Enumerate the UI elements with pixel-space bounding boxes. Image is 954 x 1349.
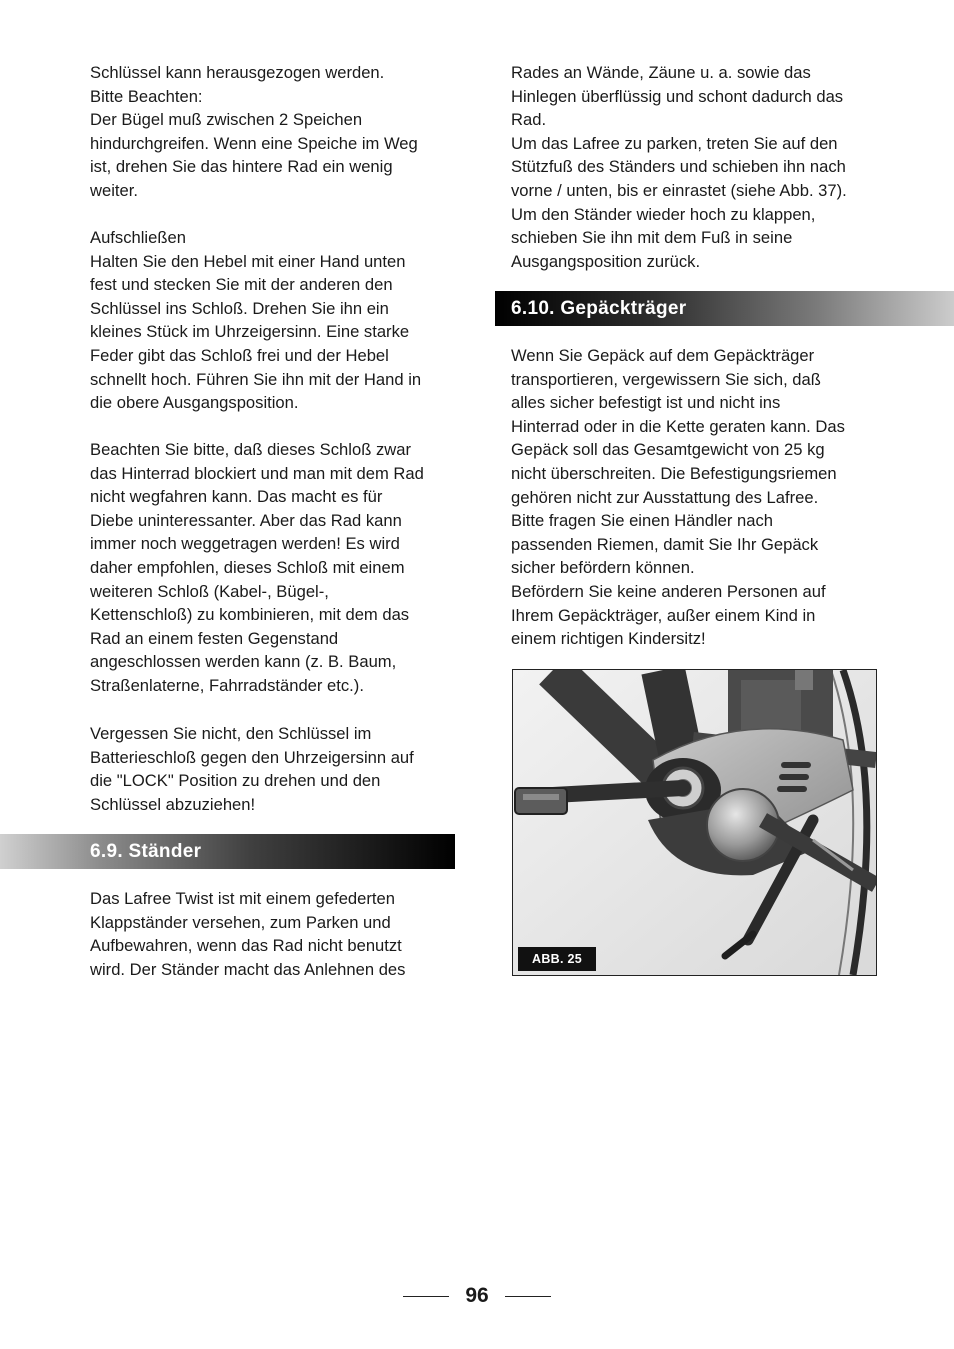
page-number-rule-left — [403, 1296, 449, 1297]
section-heading-staender — [0, 834, 455, 869]
paragraph: Vergessen Sie nicht, den Schlüssel im Batterieschloß gegen den Uhrzeigersinn auf die "LOCK" Position zu drehen und den Schlüssel abzuziehen! — [90, 724, 414, 814]
figure-label: ABB. 25 — [518, 947, 596, 971]
section-heading-text: 6.10. Gepäckträger — [511, 297, 687, 319]
bike-illustration — [513, 670, 876, 975]
page-number: 96 — [465, 1284, 489, 1307]
paragraph: Schlüssel kann herausgezogen werden. Bitte Beachten: Der Bügel muß zwischen 2 Speichen hindurchgreifen. Wenn eine Speiche im Weg ist, drehen Sie das hintere Rad ein wenig weiter. — [90, 63, 418, 200]
figure-kickstand-photo — [512, 669, 877, 976]
page-number-rule-right — [505, 1296, 551, 1297]
page-number-area — [0, 1284, 954, 1308]
paragraph: Wenn Sie Gepäck auf dem Gepäckträger transportieren, vergewissern Sie sich, daß alles sicher befestigt ist und nicht ins Hinterrad oder in die Kette geraten kann. Das Gepäck soll das Gesamtgewicht von 25 kg nicht überschreiten. Die Befestigungsriemen gehören nicht zur Ausstattung des Lafree. Bitte fragen Sie einen Händler nach passenden Riemen, damit Sie Ihr Gepäck sicher befördern können. Befördern Sie keine anderen Personen auf Ihrem Gepäckträger, außer einem Kind in einem richtigen Kindersitz! — [511, 346, 845, 649]
paragraph: Das Lafree Twist ist mit einem gefederten Klappständer versehen, zum Parken und Aufbewahren, wenn das Rad nicht benutzt wird. Der Ständer macht das Anlehnen des — [90, 889, 406, 979]
paragraph: Beachten Sie bitte, daß dieses Schloß zwar das Hinterrad blockiert und man mit dem Rad nicht wegfahren kann. Das macht es für Diebe uninteressanter. Aber das Rad kann immer noch weggetragen werden! Es wird daher empfohlen, dieses Schloß mit einem weiteren Schloß (Kabel-, Bügel-, Kettenschloß) zu kombinieren, mit dem das Rad an einem festen Gegenstand angeschlossen werden kann (z. B. Baum, Straßenlaterne, Fahrradständer etc.). — [90, 440, 424, 695]
paragraph: Rades an Wände, Zäune u. a. sowie das Hinlegen überflüssig und schont dadurch das Rad. Um das Lafree zu parken, treten Sie auf den Stützfuß des Ständers und schieben ihn nach vorne / unten, bis er einrastet (siehe Abb. 37). Um den Ständer wieder hoch zu klappen, schieben Sie ihn mit dem Fuß in seine Ausgangsposition zurück. — [511, 63, 847, 271]
section-heading-text: 6.9. Ständer — [90, 840, 202, 862]
section-heading-gepaecktraeger — [495, 291, 954, 326]
paragraph: Aufschließen Halten Sie den Hebel mit einer Hand unten fest und stecken Sie mit der anderen den Schlüssel ins Schloß. Drehen Sie ihn ein kleines Stück im Uhrzeigersinn. Eine starke Feder gibt das Schloß frei und der Hebel schnellt hoch. Führen Sie ihn mit der Hand in die obere Ausgangsposition. — [90, 228, 422, 413]
